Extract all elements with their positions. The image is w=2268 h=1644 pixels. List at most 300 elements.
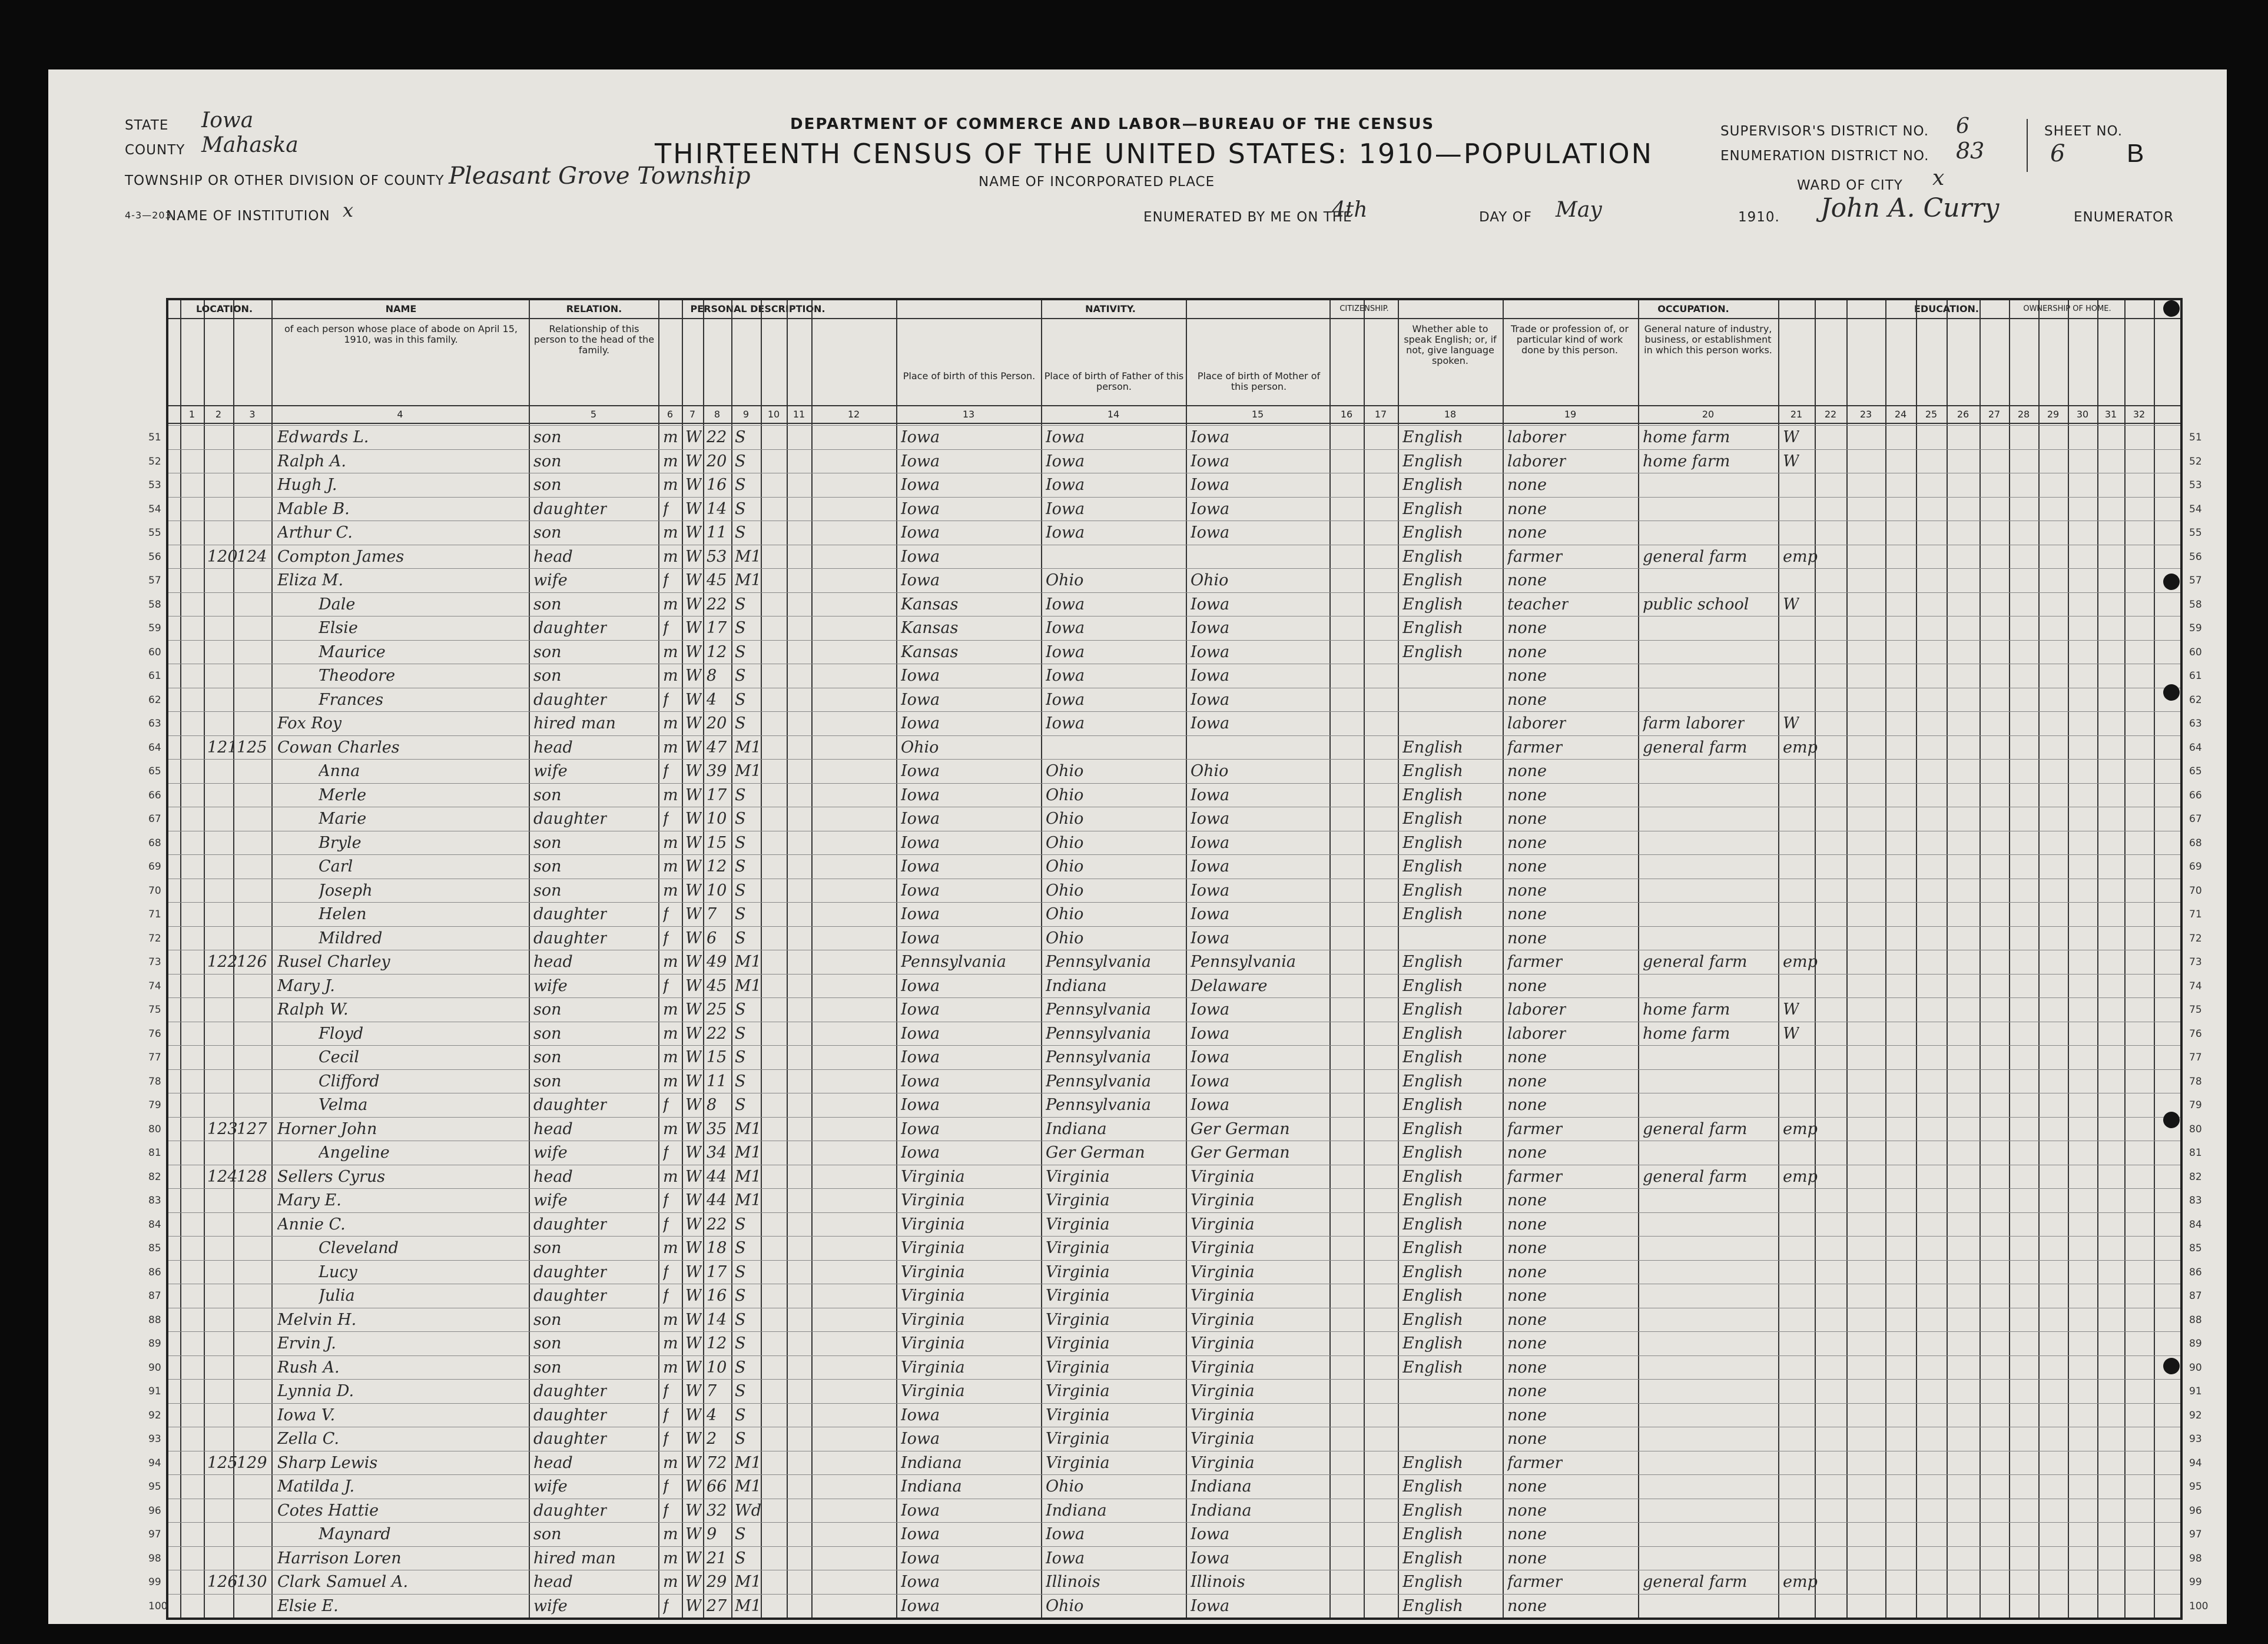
line-number: 92 bbox=[2189, 1409, 2202, 1421]
table-row bbox=[148, 664, 2202, 688]
cell-mother-birthplace: Virginia bbox=[1191, 1191, 1255, 1209]
cell-sex: m bbox=[663, 881, 678, 900]
column-number: 19 bbox=[1564, 409, 1577, 420]
line-number: 51 bbox=[2189, 432, 2202, 443]
cell-birthplace: Iowa bbox=[901, 1525, 940, 1543]
line-number: 95 bbox=[148, 1481, 161, 1493]
cell-family-number: 126 bbox=[237, 953, 267, 971]
cell-family-number: 125 bbox=[237, 738, 267, 757]
cell-father-birthplace: Iowa bbox=[1046, 690, 1085, 709]
cell-age: 22 bbox=[707, 1215, 727, 1234]
cell-sex: f bbox=[663, 1501, 669, 1520]
line-number: 100 bbox=[148, 1600, 168, 1612]
cell-sex: m bbox=[663, 1358, 678, 1377]
cell-age: 17 bbox=[707, 785, 727, 804]
cell-birthplace: Iowa bbox=[901, 1000, 940, 1019]
line-number: 88 bbox=[148, 1314, 161, 1326]
line-number: 76 bbox=[2189, 1028, 2202, 1040]
cell-birthplace: Virginia bbox=[901, 1287, 965, 1305]
cell-race: W bbox=[685, 571, 702, 589]
cell-dwelling-number: 124 bbox=[207, 1167, 238, 1186]
cell-occupation: none bbox=[1507, 833, 1547, 852]
cell-industry: home farm bbox=[1643, 1024, 1730, 1043]
cell-occupation: none bbox=[1507, 571, 1547, 589]
cell-relation: daughter bbox=[533, 690, 608, 709]
line-number: 93 bbox=[148, 1433, 161, 1445]
cell-mother-birthplace: Iowa bbox=[1191, 690, 1230, 709]
table-row bbox=[148, 425, 2202, 450]
line-number: 79 bbox=[2189, 1099, 2202, 1111]
cell-race: W bbox=[685, 1334, 702, 1353]
cell-birthplace: Virginia bbox=[901, 1167, 965, 1186]
cell-relation: wife bbox=[533, 976, 568, 995]
cell-birthplace: Iowa bbox=[901, 523, 940, 542]
cell-sex: m bbox=[663, 1167, 678, 1186]
column-number: 21 bbox=[1790, 409, 1803, 420]
line-number: 83 bbox=[148, 1195, 161, 1207]
cell-sex: m bbox=[663, 476, 678, 494]
cell-mother-birthplace: Iowa bbox=[1191, 642, 1230, 661]
cell-mother-birthplace: Iowa bbox=[1191, 833, 1230, 852]
cell-person-name: Bryle bbox=[319, 833, 362, 852]
column-number: 26 bbox=[1957, 409, 1969, 420]
cell-birthplace: Iowa bbox=[901, 547, 940, 566]
cell-birthplace: Virginia bbox=[901, 1215, 965, 1234]
cell-father-birthplace: Iowa bbox=[1046, 667, 1085, 685]
cell-age: 22 bbox=[707, 595, 727, 614]
cell-age: 9 bbox=[707, 1525, 717, 1543]
line-number: 72 bbox=[2189, 932, 2202, 944]
cell-age: 12 bbox=[707, 642, 727, 661]
cell-person-name: Mildred bbox=[319, 929, 383, 947]
line-number: 99 bbox=[148, 1576, 161, 1588]
cell-person-name: Floyd bbox=[319, 1024, 364, 1043]
line-number: 58 bbox=[2189, 598, 2202, 611]
line-number: 63 bbox=[148, 718, 161, 730]
binder-hole bbox=[2163, 1112, 2180, 1128]
cell-language: English bbox=[1402, 833, 1463, 852]
binder-hole bbox=[2163, 684, 2180, 701]
cell-mother-birthplace: Iowa bbox=[1191, 810, 1230, 828]
line-number: 96 bbox=[148, 1504, 161, 1517]
cell-marital-status: M1 bbox=[735, 547, 761, 566]
cell-birthplace: Kansas bbox=[901, 642, 959, 661]
cell-father-birthplace: Iowa bbox=[1046, 499, 1085, 518]
cell-language: English bbox=[1402, 785, 1463, 804]
cell-father-birthplace: Iowa bbox=[1046, 1549, 1085, 1567]
cell-sex: m bbox=[663, 523, 678, 542]
cell-person-name: Edwards L. bbox=[277, 428, 369, 446]
cell-marital-status: M1 bbox=[735, 1119, 761, 1138]
line-number: 62 bbox=[148, 694, 161, 706]
cell-mother-birthplace: Virginia bbox=[1191, 1334, 1255, 1353]
column-number: 24 bbox=[1894, 409, 1907, 420]
cell-person-name: Compton James bbox=[277, 547, 404, 566]
cell-sex: m bbox=[663, 428, 678, 446]
cell-father-birthplace: Virginia bbox=[1046, 1382, 1110, 1400]
cell-sex: m bbox=[663, 667, 678, 685]
cell-language: English bbox=[1402, 1119, 1463, 1138]
cell-race: W bbox=[685, 785, 702, 804]
cell-language: English bbox=[1402, 1549, 1463, 1567]
line-number: 98 bbox=[148, 1552, 161, 1565]
table-row bbox=[148, 521, 2202, 545]
line-number: 55 bbox=[148, 527, 161, 539]
cell-marital-status: S bbox=[735, 1430, 746, 1448]
cell-marital-status: S bbox=[735, 1310, 746, 1329]
cell-age: 14 bbox=[707, 499, 727, 518]
column-number: 3 bbox=[249, 409, 256, 420]
cell-birthplace: Iowa bbox=[901, 714, 940, 732]
cell-occupation: none bbox=[1507, 1358, 1547, 1377]
line-number: 88 bbox=[2189, 1314, 2202, 1326]
cell-marital-status: S bbox=[735, 595, 746, 614]
line-number: 58 bbox=[148, 598, 161, 611]
cell-employment-class: W bbox=[1783, 1000, 1799, 1019]
table-row bbox=[148, 1403, 2202, 1428]
cell-relation: son bbox=[533, 857, 562, 876]
cell-marital-status: S bbox=[735, 1334, 746, 1353]
cell-person-name: Maurice bbox=[319, 642, 386, 661]
ownership-header: OWNERSHIP OF HOME. bbox=[2023, 304, 2111, 313]
cell-industry: farm laborer bbox=[1643, 714, 1745, 732]
cell-sex: f bbox=[663, 1262, 669, 1281]
cell-birthplace: Iowa bbox=[901, 881, 940, 900]
column-number: 1 bbox=[188, 409, 195, 420]
cell-age: 18 bbox=[707, 1239, 727, 1257]
cell-person-name: Clark Samuel A. bbox=[277, 1573, 409, 1591]
cell-occupation: laborer bbox=[1507, 452, 1567, 470]
cell-relation: daughter bbox=[533, 1287, 608, 1305]
table-row bbox=[148, 568, 2202, 593]
cell-marital-status: S bbox=[735, 857, 746, 876]
ward-label: WARD OF CITY bbox=[1797, 178, 1903, 193]
cell-occupation: none bbox=[1507, 1501, 1547, 1520]
line-number: 60 bbox=[148, 646, 161, 658]
cell-industry: general farm bbox=[1643, 547, 1748, 566]
line-number: 65 bbox=[2189, 765, 2202, 777]
line-number: 54 bbox=[2189, 503, 2202, 515]
cell-occupation: farmer bbox=[1507, 1573, 1563, 1591]
cell-race: W bbox=[685, 547, 702, 566]
line-number: 52 bbox=[2189, 455, 2202, 468]
cell-sex: m bbox=[663, 547, 678, 566]
cell-marital-status: M1 bbox=[735, 1573, 761, 1591]
cell-industry: general farm bbox=[1643, 1167, 1748, 1186]
cell-occupation: none bbox=[1507, 1048, 1547, 1066]
cell-age: 27 bbox=[707, 1596, 727, 1615]
cell-person-name: Harrison Loren bbox=[277, 1549, 402, 1567]
line-number: 64 bbox=[2189, 741, 2202, 754]
cell-father-birthplace: Iowa bbox=[1046, 452, 1085, 470]
cell-sex: f bbox=[663, 1143, 669, 1162]
cell-mother-birthplace: Iowa bbox=[1191, 1096, 1230, 1114]
cell-person-name: Melvin H. bbox=[277, 1310, 357, 1329]
cell-occupation: none bbox=[1507, 1477, 1547, 1496]
cell-relation: son bbox=[533, 833, 562, 852]
cell-birthplace: Indiana bbox=[901, 1477, 962, 1496]
line-number: 86 bbox=[2189, 1266, 2202, 1278]
cell-person-name: Elsie bbox=[319, 619, 358, 637]
table-row bbox=[148, 711, 2202, 736]
cell-father-birthplace: Iowa bbox=[1046, 1525, 1085, 1543]
line-number: 73 bbox=[2189, 956, 2202, 968]
cell-age: 12 bbox=[707, 1334, 727, 1353]
table-row bbox=[148, 1451, 2202, 1476]
cell-father-birthplace: Iowa bbox=[1046, 714, 1085, 732]
cell-marital-status: S bbox=[735, 619, 746, 637]
cell-race: W bbox=[685, 1382, 702, 1400]
cell-occupation: farmer bbox=[1507, 738, 1563, 757]
cell-marital-status: S bbox=[735, 1048, 746, 1066]
cell-birthplace: Iowa bbox=[901, 929, 940, 947]
census-table bbox=[148, 298, 2209, 1620]
line-number: 98 bbox=[2189, 1552, 2202, 1565]
cell-age: 4 bbox=[707, 1406, 717, 1424]
line-number: 86 bbox=[148, 1266, 161, 1278]
cell-age: 4 bbox=[707, 690, 717, 709]
table-row bbox=[148, 592, 2202, 617]
name-header: NAME bbox=[385, 304, 417, 314]
cell-age: 14 bbox=[707, 1310, 727, 1329]
line-number: 66 bbox=[2189, 789, 2202, 801]
table-row bbox=[148, 831, 2202, 856]
line-number: 80 bbox=[2189, 1123, 2202, 1135]
cell-employment-class: emp bbox=[1783, 1167, 1818, 1186]
cell-marital-status: S bbox=[735, 667, 746, 685]
cell-sex: m bbox=[663, 1573, 678, 1591]
line-number: 76 bbox=[148, 1028, 161, 1040]
table-row bbox=[148, 854, 2202, 879]
cell-age: 47 bbox=[707, 738, 727, 757]
cell-language: English bbox=[1402, 738, 1463, 757]
line-number: 56 bbox=[148, 551, 161, 563]
cell-relation: daughter bbox=[533, 1406, 608, 1424]
cell-birthplace: Iowa bbox=[901, 1596, 940, 1615]
relation-header: RELATION. bbox=[566, 304, 622, 314]
sheet-number: 6 bbox=[2050, 140, 2065, 167]
cell-relation: head bbox=[533, 1573, 573, 1591]
english-header: Whether able to speak English; or, if not, give language spoken. bbox=[1404, 324, 1497, 366]
cell-age: 21 bbox=[707, 1549, 727, 1567]
cell-mother-birthplace: Virginia bbox=[1191, 1167, 1255, 1186]
line-number: 84 bbox=[148, 1218, 161, 1231]
cell-industry: general farm bbox=[1643, 738, 1748, 757]
line-number: 68 bbox=[2189, 837, 2202, 849]
cell-person-name: Theodore bbox=[319, 667, 396, 685]
column-number: 12 bbox=[847, 409, 860, 420]
enumerator-signature: John A. Curry bbox=[1821, 193, 2000, 223]
cell-occupation: none bbox=[1507, 499, 1547, 518]
cell-language: English bbox=[1402, 1143, 1463, 1162]
cell-father-birthplace: Virginia bbox=[1046, 1334, 1110, 1353]
cell-mother-birthplace: Virginia bbox=[1191, 1453, 1255, 1472]
line-number: 70 bbox=[2189, 884, 2202, 897]
cell-birthplace: Iowa bbox=[901, 1024, 940, 1043]
cell-birthplace: Iowa bbox=[901, 571, 940, 589]
cell-person-name: Rush A. bbox=[277, 1358, 340, 1377]
cell-person-name: Cotes Hattie bbox=[277, 1501, 379, 1520]
cell-age: 10 bbox=[707, 810, 727, 828]
cell-sex: f bbox=[663, 690, 669, 709]
nativity-header: NATIVITY. bbox=[1085, 304, 1136, 314]
line-number: 83 bbox=[2189, 1195, 2202, 1207]
cell-occupation: none bbox=[1507, 1334, 1547, 1353]
cell-race: W bbox=[685, 762, 702, 780]
cell-mother-birthplace: Ger German bbox=[1191, 1143, 1290, 1162]
line-number: 79 bbox=[148, 1099, 161, 1111]
cell-marital-status: S bbox=[735, 929, 746, 947]
cell-person-name: Angeline bbox=[319, 1143, 390, 1162]
table-row bbox=[148, 902, 2202, 927]
cell-language: English bbox=[1402, 1072, 1463, 1091]
line-number: 90 bbox=[148, 1361, 161, 1374]
cell-race: W bbox=[685, 1477, 702, 1496]
cell-race: W bbox=[685, 690, 702, 709]
cell-relation: hired man bbox=[533, 714, 616, 732]
cell-employment-class: emp bbox=[1783, 547, 1818, 566]
cell-occupation: none bbox=[1507, 1262, 1547, 1281]
cell-relation: daughter bbox=[533, 619, 608, 637]
line-number: 75 bbox=[2189, 1004, 2202, 1016]
cell-father-birthplace: Ohio bbox=[1046, 881, 1084, 900]
sheet-label: SHEET NO. bbox=[2044, 124, 2123, 139]
cell-person-name: Hugh J. bbox=[277, 476, 337, 494]
cell-occupation: farmer bbox=[1507, 547, 1563, 566]
cell-birthplace: Iowa bbox=[901, 1549, 940, 1567]
line-number: 80 bbox=[148, 1123, 161, 1135]
cell-mother-birthplace: Iowa bbox=[1191, 929, 1230, 947]
cell-person-name: Fox Roy bbox=[277, 714, 342, 732]
cell-language: English bbox=[1402, 857, 1463, 876]
line-number: 92 bbox=[148, 1409, 161, 1421]
cell-language: English bbox=[1402, 953, 1463, 971]
cell-father-birthplace: Pennsylvania bbox=[1046, 1048, 1151, 1066]
line-number: 71 bbox=[2189, 909, 2202, 920]
enumerated-label: ENUMERATED BY ME ON THE bbox=[1143, 210, 1352, 225]
cell-father-birthplace: Ohio bbox=[1046, 905, 1084, 923]
table-row bbox=[148, 1069, 2202, 1094]
census-title: THIRTEENTH CENSUS OF THE UNITED STATES: 1910—POPULATION bbox=[655, 138, 1654, 170]
cell-birthplace: Virginia bbox=[901, 1262, 965, 1281]
cell-age: 10 bbox=[707, 881, 727, 900]
cell-birthplace: Iowa bbox=[901, 452, 940, 470]
cell-birthplace: Iowa bbox=[901, 1406, 940, 1424]
cell-marital-status: S bbox=[735, 428, 746, 446]
cell-birthplace: Virginia bbox=[901, 1358, 965, 1377]
location-header: LOCATION. bbox=[195, 304, 253, 314]
cell-marital-status: S bbox=[735, 714, 746, 732]
cell-mother-birthplace: Iowa bbox=[1191, 595, 1230, 614]
cell-age: 7 bbox=[707, 1382, 717, 1400]
cell-sex: m bbox=[663, 1000, 678, 1019]
cell-birthplace: Iowa bbox=[901, 762, 940, 780]
sheet-box-divider bbox=[2027, 119, 2028, 172]
cell-relation: wife bbox=[533, 1143, 568, 1162]
cell-father-birthplace: Ohio bbox=[1046, 929, 1084, 947]
cell-relation: son bbox=[533, 642, 562, 661]
cell-relation: son bbox=[533, 1239, 562, 1257]
line-number: 99 bbox=[2189, 1576, 2202, 1588]
cell-language: English bbox=[1402, 595, 1463, 614]
cell-age: 10 bbox=[707, 1358, 727, 1377]
cell-race: W bbox=[685, 523, 702, 542]
cell-mother-birthplace: Iowa bbox=[1191, 857, 1230, 876]
cell-marital-status: M1 bbox=[735, 571, 761, 589]
cell-occupation: none bbox=[1507, 1287, 1547, 1305]
cell-father-birthplace: Ohio bbox=[1046, 571, 1084, 589]
cell-birthplace: Virginia bbox=[901, 1239, 965, 1257]
cell-birthplace: Kansas bbox=[901, 619, 959, 637]
cell-birthplace: Iowa bbox=[901, 1048, 940, 1066]
cell-relation: son bbox=[533, 1024, 562, 1043]
cell-relation: head bbox=[533, 738, 573, 757]
line-number: 59 bbox=[148, 622, 161, 634]
cell-birthplace: Iowa bbox=[901, 1573, 940, 1591]
cell-person-name: Matilda J. bbox=[277, 1477, 355, 1496]
cell-sex: f bbox=[663, 810, 669, 828]
cell-race: W bbox=[685, 1525, 702, 1543]
cell-marital-status: S bbox=[735, 523, 746, 542]
cell-marital-status: S bbox=[735, 1239, 746, 1257]
cell-race: W bbox=[685, 452, 702, 470]
cell-marital-status: S bbox=[735, 1000, 746, 1019]
cell-age: 45 bbox=[707, 571, 727, 589]
cell-birthplace: Iowa bbox=[901, 1430, 940, 1448]
binder-hole bbox=[2163, 574, 2180, 590]
cell-race: W bbox=[685, 476, 702, 494]
cell-race: W bbox=[685, 1143, 702, 1162]
line-number: 89 bbox=[2189, 1338, 2202, 1350]
line-number: 81 bbox=[2189, 1147, 2202, 1159]
enumerator-label: ENUMERATOR bbox=[2074, 210, 2174, 225]
cell-race: W bbox=[685, 976, 702, 995]
cell-relation: daughter bbox=[533, 929, 608, 947]
cell-occupation: laborer bbox=[1507, 428, 1567, 446]
table-row bbox=[148, 1165, 2202, 1189]
cell-mother-birthplace: Iowa bbox=[1191, 714, 1230, 732]
cell-age: 72 bbox=[707, 1453, 727, 1472]
cell-occupation: none bbox=[1507, 667, 1547, 685]
cell-language: English bbox=[1402, 452, 1463, 470]
cell-marital-status: S bbox=[735, 905, 746, 923]
cell-occupation: laborer bbox=[1507, 1000, 1567, 1019]
cell-employment-class: W bbox=[1783, 428, 1799, 446]
cell-person-name: Rusel Charley bbox=[277, 953, 390, 971]
cell-occupation: none bbox=[1507, 1382, 1547, 1400]
cell-birthplace: Virginia bbox=[901, 1334, 965, 1353]
header-group-rule bbox=[168, 318, 2180, 319]
line-number: 62 bbox=[2189, 694, 2202, 706]
cell-person-name: Merle bbox=[319, 785, 367, 804]
sheet-side: B bbox=[2127, 139, 2144, 168]
education-header: EDUCATION. bbox=[1914, 304, 1979, 314]
cell-occupation: none bbox=[1507, 857, 1547, 876]
cell-marital-status: S bbox=[735, 810, 746, 828]
cell-relation: daughter bbox=[533, 810, 608, 828]
cell-father-birthplace: Ohio bbox=[1046, 785, 1084, 804]
cell-age: 8 bbox=[707, 667, 717, 685]
cell-language: English bbox=[1402, 571, 1463, 589]
cell-mother-birthplace: Iowa bbox=[1191, 428, 1230, 446]
cell-father-birthplace: Ohio bbox=[1046, 1477, 1084, 1496]
line-number: 100 bbox=[2189, 1600, 2209, 1612]
cell-sex: m bbox=[663, 1334, 678, 1353]
cell-occupation: none bbox=[1507, 905, 1547, 923]
cell-sex: f bbox=[663, 1191, 669, 1209]
cell-relation: head bbox=[533, 1453, 573, 1472]
cell-mother-birthplace: Delaware bbox=[1191, 976, 1268, 995]
